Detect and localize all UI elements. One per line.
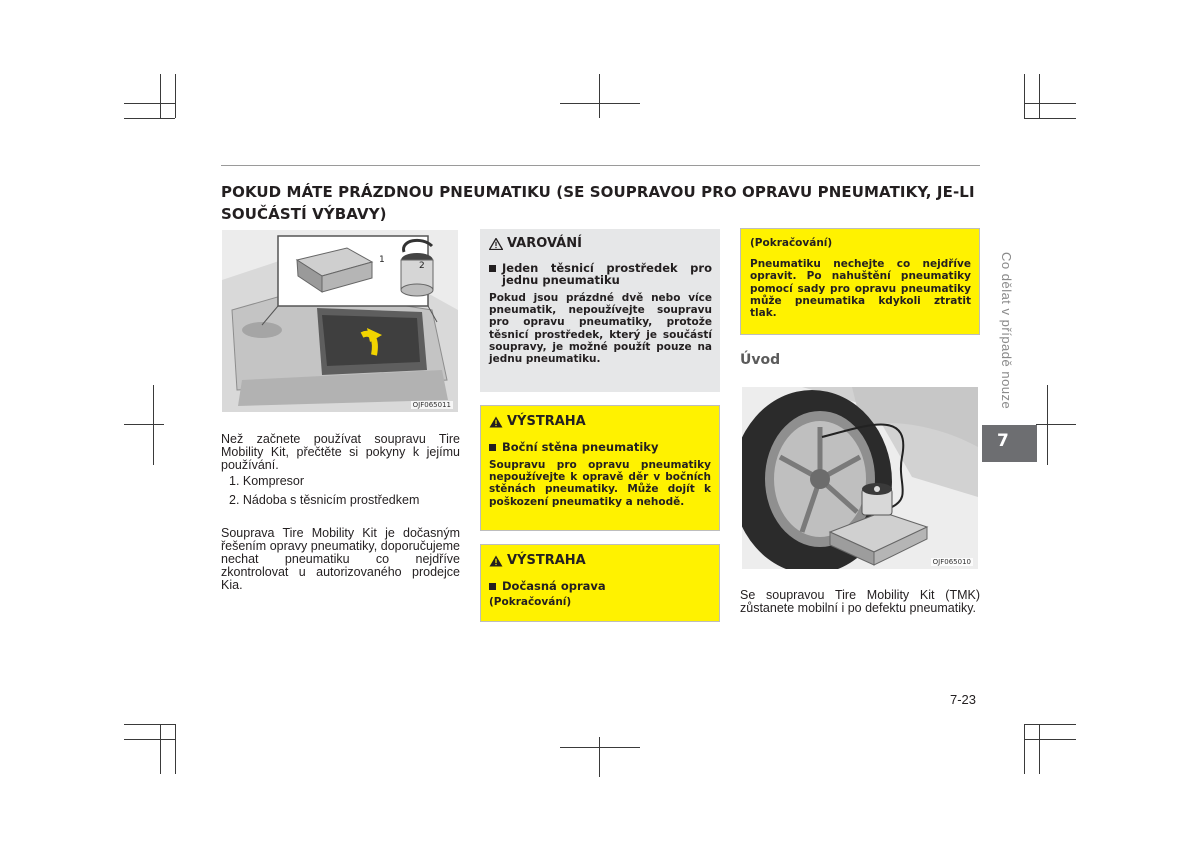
- list-item: 1. Kompresor: [229, 474, 305, 488]
- figure-trunk-kit: [222, 230, 458, 412]
- crop-mark: [1024, 118, 1076, 119]
- crop-mark: [124, 739, 175, 740]
- crop-mark: [124, 724, 175, 725]
- warning-subheading: [489, 262, 712, 286]
- kit-parts-list: [229, 475, 460, 513]
- caution-heading-label: VÝSTRAHA: [507, 553, 586, 568]
- caution-subheading: [489, 441, 711, 453]
- caution-box-temporary: [480, 544, 720, 622]
- warning-heading-label: VAROVÁNÍ: [507, 236, 582, 251]
- figure-tire-inflation: [742, 387, 978, 569]
- section-title: POKUD MÁTE PRÁZDNOU PNEUMATIKU (SE SOUPRAVOU PRO OPRAVU PNEUMATIKY, JE-LI SOUČÁSTÍ VÝBAVY): [221, 183, 975, 223]
- warning-box: [480, 229, 720, 392]
- intro-paragraph: Než začnete používat soupravu Tire Mobility Kit, přečtěte si pokyny k jejímu používání.: [221, 432, 460, 472]
- continued-text: Pneumatiku nechejte co nejdříve opravit. Po nahuštění pneumatiky pomocí sady pro opravu pneumatiky může pneumatika kdykoli ztratit tlak.: [750, 258, 971, 320]
- caution-subheading-label: Dočasná oprava: [502, 579, 606, 593]
- crop-mark: [124, 118, 175, 119]
- crop-mark: [599, 737, 600, 777]
- intro-heading: Úvod: [740, 352, 781, 368]
- crop-mark: [1047, 385, 1048, 465]
- header-rule: [221, 165, 980, 166]
- bullet-square-icon: [489, 583, 496, 590]
- crop-mark: [560, 747, 640, 748]
- crop-mark: [124, 424, 164, 425]
- crop-mark: [1024, 103, 1076, 104]
- bullet-square-icon: [489, 265, 496, 272]
- kit-info-paragraph: Souprava Tire Mobility Kit je dočasným řešením opravy pneumatiky, doporučujeme nechat pneumatiku co nejdříve zkontrolovat u autorizovaného prodejce Kia.: [221, 526, 460, 592]
- caution-subheading: [489, 580, 711, 592]
- continued-label: (Pokračování): [489, 596, 572, 608]
- callout-1: 1: [379, 255, 385, 265]
- caution-box-sidewall: [480, 405, 720, 531]
- caution-subheading-label: Boční stěna pneumatiky: [502, 440, 659, 454]
- crop-mark: [160, 74, 161, 118]
- list-item: 2. Nádoba s těsnicím prostředkem: [229, 493, 420, 507]
- crop-mark: [599, 74, 600, 118]
- bullet-square-icon: [489, 444, 496, 451]
- crop-mark: [1036, 424, 1076, 425]
- warning-triangle-icon: [489, 416, 503, 428]
- crop-mark: [1024, 74, 1025, 118]
- chapter-side-label: Co dělat v případě nouze: [999, 252, 1014, 410]
- tmk-intro-paragraph: Se soupravou Tire Mobility Kit (TMK) zůstanete mobilní i po defektu pneumatiky.: [740, 588, 980, 615]
- warning-text: Pokud jsou prázdné dvě nebo více pneumatik, nepoužívejte soupravu pro opravu pneumatiky, protože těsnicí prostředek, který je součástí soupravy, je možné použít pouze na jednu pneumatiku.: [489, 292, 712, 366]
- caution-heading: [489, 414, 711, 429]
- warning-subheading-label: Jeden těsnicí prostředek pro jednu pneumatiku: [502, 261, 712, 287]
- crop-mark: [1024, 724, 1025, 774]
- warning-triangle-icon: [489, 238, 503, 250]
- crop-mark: [1039, 724, 1040, 774]
- crop-mark: [560, 103, 640, 104]
- crop-mark: [1039, 74, 1040, 118]
- crop-mark: [175, 724, 176, 774]
- crop-mark: [153, 385, 154, 465]
- caution-heading-label: VÝSTRAHA: [507, 414, 586, 429]
- crop-mark: [175, 74, 176, 118]
- crop-mark: [1024, 724, 1076, 725]
- crop-mark: [1024, 739, 1076, 740]
- crop-mark: [124, 103, 175, 104]
- figure-code: OJF065011: [412, 401, 451, 409]
- chapter-number-tab: 7: [982, 425, 1037, 462]
- page-number: 7-23: [950, 692, 977, 707]
- callout-2: 2: [419, 261, 425, 271]
- crop-mark: [160, 724, 161, 774]
- continued-caution-box: [740, 228, 980, 335]
- continued-label: (Pokračování): [750, 237, 833, 249]
- warning-heading: [489, 236, 712, 251]
- figure-code: OJF065010: [932, 558, 971, 566]
- caution-text: Soupravu pro opravu pneumatiky nepoužívejte k opravě děr v bočních stěnách pneumatiky. Může dojít k poškození pneumatiky a nehodě.: [489, 459, 711, 508]
- caution-heading: [489, 553, 711, 568]
- warning-triangle-icon: [489, 555, 503, 567]
